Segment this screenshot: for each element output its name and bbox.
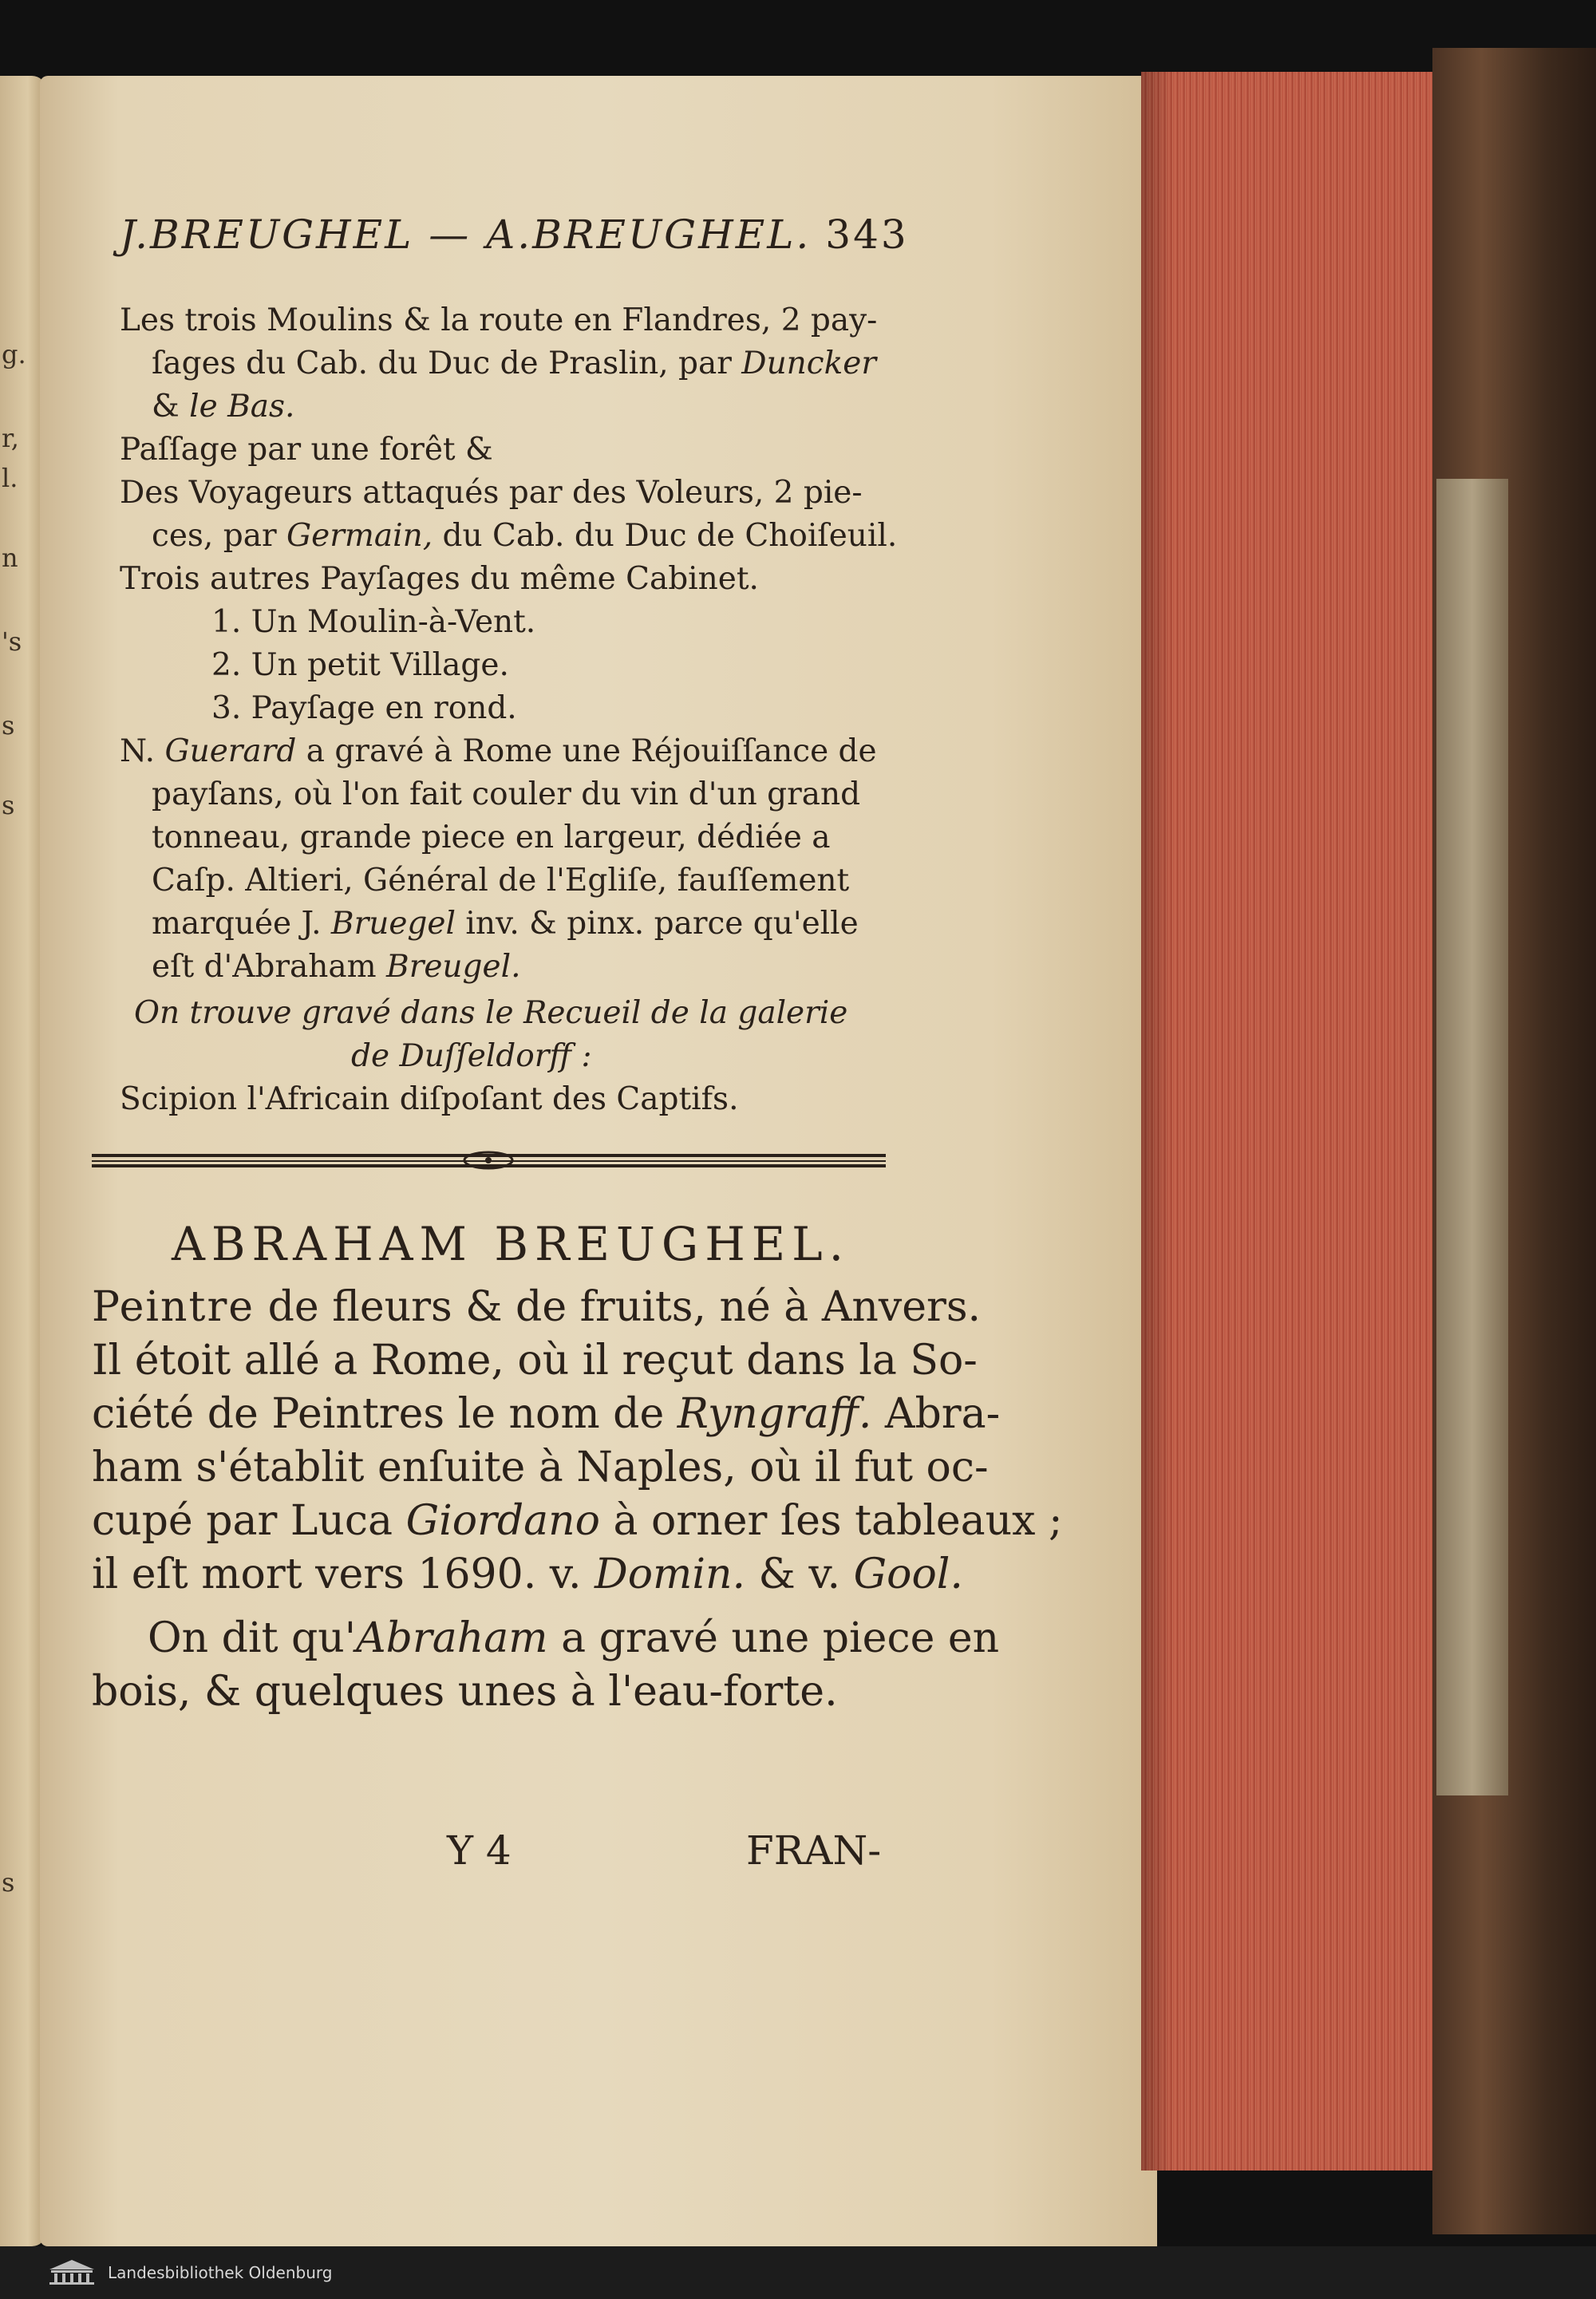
text-span: cupé par Luca [92, 1497, 406, 1545]
text-line: Caſp. Altieri, Général de l'Egliſe, fauſſement [152, 863, 850, 899]
left-page-fragment: s [2, 790, 15, 820]
text-span: ciété de Peintres le nom de [92, 1390, 678, 1438]
text-line: 2. Un petit Village. [211, 647, 509, 683]
text-line [152, 385, 294, 429]
text-span: Abra- [871, 1390, 1001, 1438]
italic-span: Abraham [356, 1614, 548, 1662]
text-line: Les trois Moulins & la route en Flandres, 2 pay- [120, 302, 878, 338]
text-span: marquée J. [152, 906, 331, 942]
recueil-line: On trouve gravé dans le Recueil de la galerie [134, 995, 848, 1031]
left-page-fragment: l. [2, 463, 18, 493]
text-span: de fleurs & de fruits, né à Anvers. [255, 1283, 982, 1331]
body-line [92, 1281, 981, 1334]
recueil-line: de Duſſeldorff : [351, 1038, 592, 1074]
body-line [92, 1548, 963, 1602]
left-page-fragment: s [2, 710, 15, 741]
italic-span: Bruegel [330, 906, 456, 942]
italic-span: Gool. [853, 1550, 963, 1598]
text-span: ces, par [152, 518, 286, 554]
text-span: eſt d'Abraham [152, 949, 387, 985]
italic-span: Guerard [164, 733, 297, 769]
library-name: Landesbibliothek Oldenburg [108, 2263, 333, 2282]
section-title: ABRAHAM BREUGHEL. [172, 1217, 851, 1271]
library-logo-icon [46, 2258, 97, 2285]
italic-span: le Bas. [189, 389, 295, 425]
text-line: 1. Un Moulin-à-Vent. [211, 604, 536, 640]
text-span: inv. & pinx. parce qu'elle [455, 906, 859, 942]
italic-span: Duncker [741, 346, 876, 381]
page-edge-shadow [1141, 72, 1173, 2171]
running-head [120, 211, 909, 258]
italic-span: Domin. [595, 1550, 745, 1598]
left-page-fragment: n [2, 543, 18, 573]
body-line: ham s'établit enſuite à Naples, où il fut oc- [92, 1444, 989, 1491]
body-line [92, 1388, 1000, 1441]
text-line: payſans, où l'on fait couler du vin d'un grand [152, 776, 861, 812]
text-span: & [152, 389, 190, 425]
left-page-fragment: r, [2, 423, 19, 453]
ornamental-rule [92, 1149, 886, 1170]
recueil-line: Scipion l'Africain diſpoſant des Captifs. [120, 1081, 739, 1117]
italic-span: Giordano [405, 1497, 600, 1545]
text-span: & v. [745, 1550, 854, 1598]
text-span: On dit qu' [148, 1614, 357, 1662]
left-page-fragment: g. [2, 339, 26, 369]
text-line: tonneau, grande piece en largeur, dédiée a [152, 820, 831, 855]
text-line: 3. Payſage en rond. [211, 690, 517, 726]
page-edges [1141, 72, 1439, 2171]
running-head-title: J.BREUGHEL — A.BREUGHEL. [120, 211, 812, 258]
text-span: il eſt mort vers 1690. v. [92, 1550, 595, 1598]
page-number: 343 [825, 211, 909, 258]
book-cover-highlight [1436, 479, 1508, 1795]
body-line [92, 1495, 1063, 1548]
left-page-fragment: 's [2, 626, 22, 657]
text-line [152, 342, 876, 385]
text-span: ſages du Cab. du Duc de Praslin, par [152, 346, 742, 381]
left-page-fragment: s [2, 1867, 15, 1898]
catchword: FRAN- [746, 1827, 882, 1874]
body-line [148, 1612, 999, 1665]
text-span: du Cab. du Duc de Choiſeuil. [433, 518, 898, 554]
text-span: N. [120, 733, 165, 769]
italic-span: Germain, [286, 518, 433, 554]
text-span: à orner ſes tableaux ; [599, 1497, 1063, 1545]
signature-mark: Y 4 [447, 1827, 512, 1874]
body-line: Il étoit allé a Rome, où il reçut dans la So- [92, 1337, 978, 1385]
text-line [152, 903, 859, 946]
text-line: Trois autres Payſages du même Cabinet. [120, 561, 759, 597]
text-line: Paſſage par une forêt & [120, 432, 493, 468]
text-line [152, 946, 520, 989]
text-line [120, 730, 877, 773]
italic-span: Breugel. [386, 949, 521, 985]
text-span: a gravé une piece en [547, 1614, 1000, 1662]
italic-span: Ryngraff. [677, 1390, 872, 1438]
text-line: Des Voyageurs attaqués par des Voleurs, 2 pie- [120, 475, 863, 511]
body-line: bois, & quelques unes à l'eau-forte. [92, 1668, 838, 1716]
text-line [152, 515, 897, 558]
small-caps-word: Peintre [92, 1283, 255, 1331]
text-span: a gravé à Rome une Réjouiſſance de [296, 733, 877, 769]
